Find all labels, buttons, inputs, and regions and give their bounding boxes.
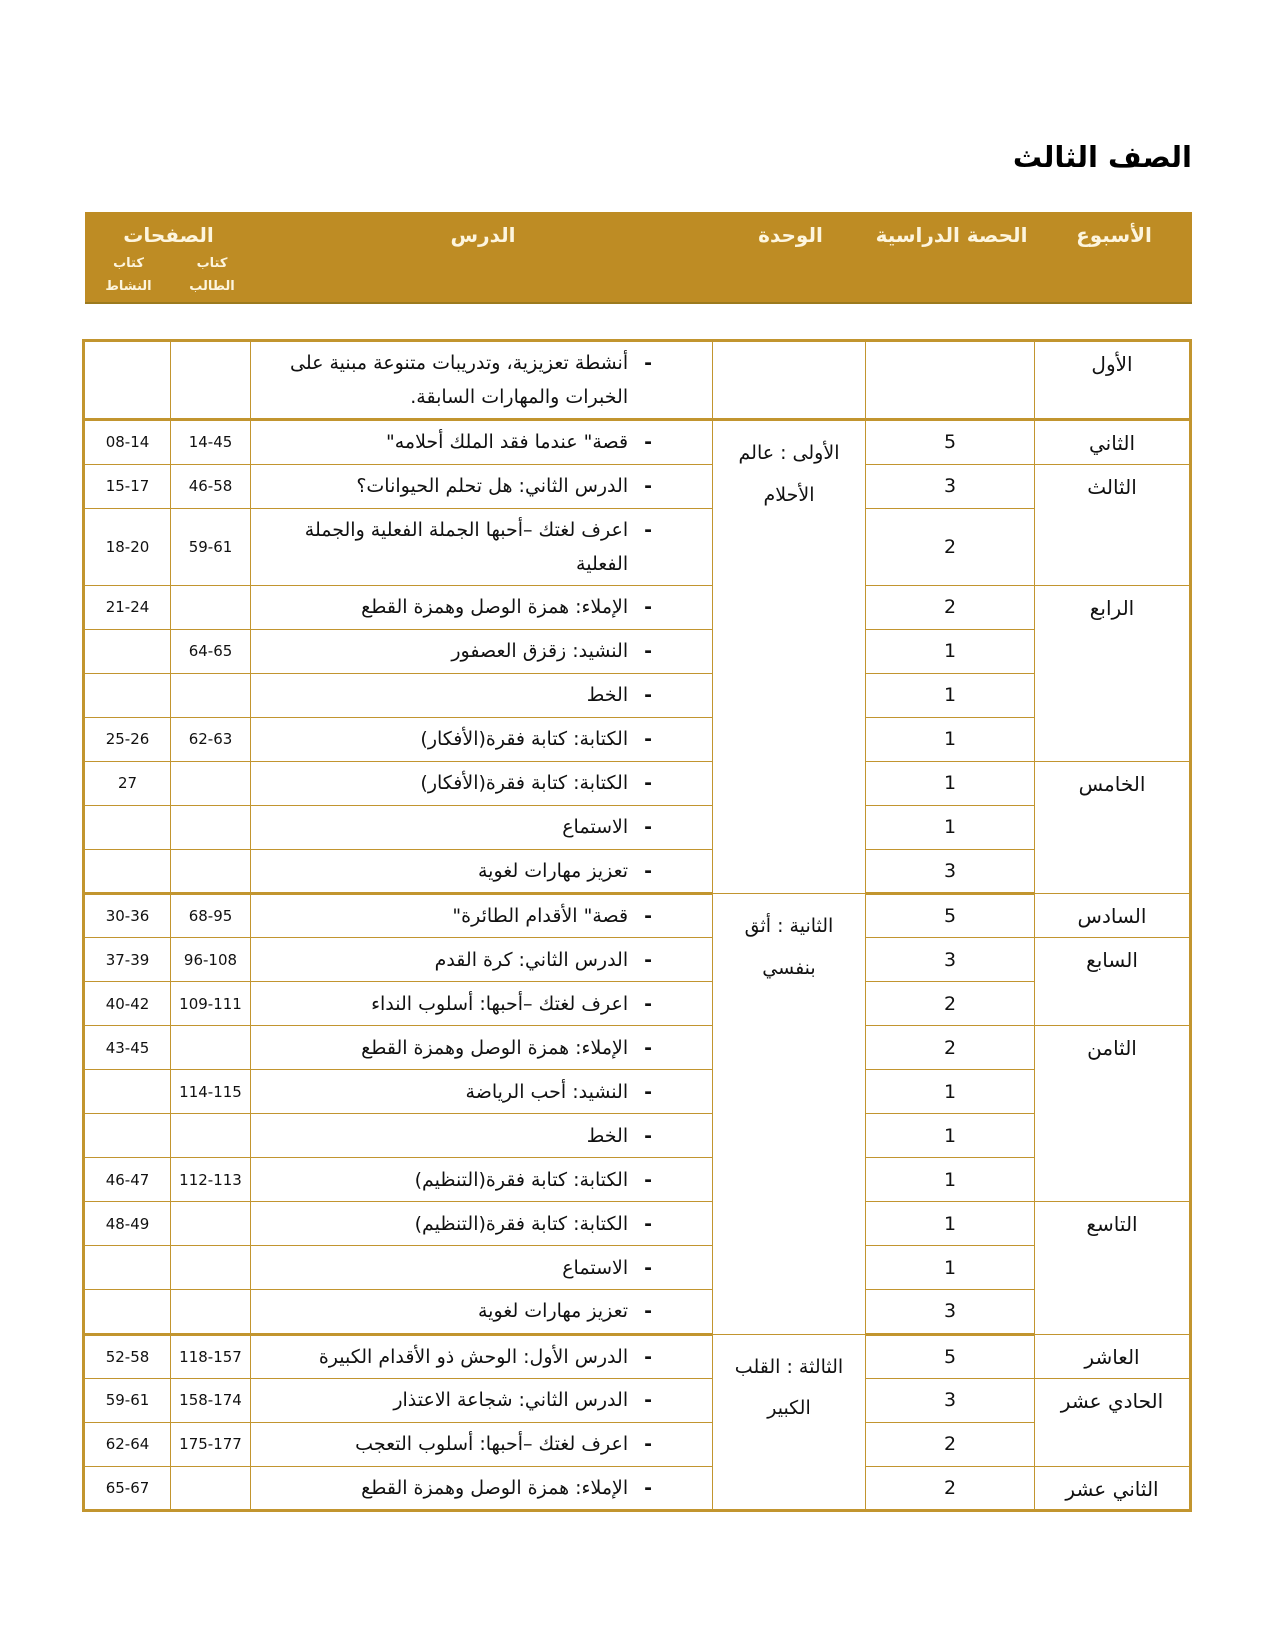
lesson-text: الدرس الثاني: هل تحلم الحيوانات؟ [356, 474, 629, 497]
activity-pages-cell [84, 1290, 171, 1334]
session-cell: 3 [866, 464, 1035, 508]
lesson-content [251, 590, 712, 624]
lesson-text: قصة" الأقدام الطائرة" [452, 905, 629, 928]
table-row [84, 673, 1191, 717]
lesson-content [251, 987, 712, 1021]
bullet-dash: - [644, 1212, 652, 1235]
lesson-text: الاستماع [562, 1256, 629, 1279]
week-cell: الأول [1035, 341, 1191, 420]
student-pages-cell [171, 1290, 251, 1334]
activity-pages-cell [84, 849, 171, 893]
bullet-dash: - [644, 1036, 652, 1059]
student-pages-cell: 175-177 [171, 1422, 251, 1466]
student-pages-cell [171, 805, 251, 849]
week-cell: الحادي عشر [1035, 1378, 1191, 1466]
bullet-dash: - [644, 728, 652, 751]
student-pages-cell [171, 1202, 251, 1246]
lesson-text: الإملاء: همزة الوصل وهمزة القطع [361, 1476, 629, 1499]
student-pages-cell: 158-174 [171, 1378, 251, 1422]
lesson-cell [251, 585, 713, 629]
lesson-content [251, 854, 712, 888]
lesson-content [251, 1251, 712, 1285]
header-week [1036, 212, 1192, 302]
week-cell: الثالث [1035, 464, 1191, 585]
session-cell: 1 [866, 673, 1035, 717]
lesson-cell [251, 1158, 713, 1202]
activity-pages-cell [84, 1070, 171, 1114]
lesson-content [251, 1119, 712, 1153]
table-row [84, 341, 1191, 420]
header-pages-subcolumns [85, 253, 252, 299]
lesson-cell [251, 1466, 713, 1510]
lesson-cell [251, 1202, 713, 1246]
table-row [84, 629, 1191, 673]
student-pages-cell [171, 673, 251, 717]
lesson-content [251, 1427, 712, 1461]
lesson-content [251, 1075, 712, 1109]
lesson-content [251, 678, 712, 712]
student-pages-cell: 14-45 [171, 420, 251, 464]
table-row [84, 1070, 1191, 1114]
lesson-text: الكتابة: كتابة فقرة(الأفكار) [420, 772, 629, 795]
header-unit-label: الوحدة [758, 223, 823, 247]
bullet-dash: - [644, 640, 652, 663]
header-activity-book [85, 253, 172, 299]
lesson-text: الخط [586, 684, 629, 707]
table-row [84, 894, 1191, 938]
activity-pages-cell: 21-24 [84, 585, 171, 629]
lesson-cell [251, 673, 713, 717]
lesson-text: تعزيز مهارات لغوية [478, 1300, 629, 1323]
activity-pages-cell: 52-58 [84, 1334, 171, 1378]
student-pages-cell: 114-115 [171, 1070, 251, 1114]
student-pages-cell [171, 761, 251, 805]
lesson-cell [251, 982, 713, 1026]
week-cell: السابع [1035, 938, 1191, 1026]
table-row [84, 982, 1191, 1026]
bullet-dash: - [644, 772, 652, 795]
week-cell: التاسع [1035, 1202, 1191, 1334]
session-cell: 3 [866, 849, 1035, 893]
header-student-book [172, 253, 252, 299]
lesson-text: الدرس الأول: الوحش ذو الأقدام الكبيرة [318, 1345, 629, 1368]
week-cell: الخامس [1035, 761, 1191, 893]
activity-pages-cell: 65-67 [84, 1466, 171, 1510]
table-row [84, 1026, 1191, 1070]
lesson-content [251, 1207, 712, 1241]
table-row [84, 761, 1191, 805]
activity-pages-cell [84, 629, 171, 673]
bullet-dash: - [644, 474, 652, 497]
bullet-dash: - [644, 859, 652, 882]
student-pages-cell [171, 1246, 251, 1290]
session-cell: 1 [866, 1070, 1035, 1114]
activity-pages-cell [84, 1114, 171, 1158]
table-row [84, 1202, 1191, 1246]
week-cell: السادس [1035, 894, 1191, 938]
student-pages-cell [171, 341, 251, 420]
bullet-dash: - [644, 1345, 652, 1368]
lesson-content [251, 1340, 712, 1374]
bullet-dash: - [644, 992, 652, 1015]
week-cell: الثاني [1035, 420, 1191, 464]
table-row [84, 1114, 1191, 1158]
session-cell [866, 341, 1035, 420]
lesson-content [251, 1383, 712, 1417]
lesson-cell [251, 761, 713, 805]
lesson-cell [251, 420, 713, 464]
student-pages-cell [171, 585, 251, 629]
lesson-text: أنشطة تعزيزية، وتدريبات متنوعة مبنية على الخبرات والمهارات السابقة. [289, 352, 629, 409]
header-session-label: الحصة الدراسية [875, 223, 1028, 247]
week-cell: الرابع [1035, 585, 1191, 761]
lesson-text: اعرف لغتك –أحبها الجملة الفعلية والجملة الفعلية [304, 518, 629, 575]
session-cell: 1 [866, 1114, 1035, 1158]
unit-cell [713, 341, 866, 420]
lesson-content [251, 346, 712, 414]
lesson-cell [251, 1070, 713, 1114]
lesson-cell [251, 805, 713, 849]
activity-pages-cell: 30-36 [84, 894, 171, 938]
lesson-text: اعرف لغتك –أحبها: أسلوب التعجب [355, 1433, 629, 1456]
lesson-cell [251, 629, 713, 673]
student-pages-cell [171, 849, 251, 893]
header-pages [85, 212, 252, 302]
header-unit [714, 212, 867, 302]
session-cell: 1 [866, 1202, 1035, 1246]
session-cell: 1 [866, 1246, 1035, 1290]
activity-pages-cell [84, 805, 171, 849]
header-pages-label: الصفحات [123, 223, 214, 247]
bullet-dash: - [644, 905, 652, 928]
unit-cell: الثانية : أثق بنفسي [713, 894, 866, 1334]
activity-pages-cell [84, 341, 171, 420]
header-session [867, 212, 1036, 302]
table-row [84, 508, 1191, 585]
lesson-content [251, 425, 712, 459]
bullet-dash: - [644, 1433, 652, 1456]
lesson-cell [251, 1378, 713, 1422]
lesson-text: الإملاء: همزة الوصل وهمزة القطع [361, 596, 629, 619]
lesson-content [251, 1294, 712, 1328]
session-cell: 5 [866, 420, 1035, 464]
student-pages-cell: 59-61 [171, 508, 251, 585]
lesson-text: الإملاء: همزة الوصل وهمزة القطع [361, 1036, 629, 1059]
activity-pages-cell: 48-49 [84, 1202, 171, 1246]
lesson-text: الاستماع [562, 816, 629, 839]
bullet-dash: - [644, 1476, 652, 1499]
lesson-text: الكتابة: كتابة فقرة(التنظيم) [414, 1212, 629, 1235]
lesson-text: النشيد: أحب الرياضة [465, 1080, 629, 1103]
table-body [84, 341, 1191, 1511]
table-header-band [85, 212, 1192, 304]
bullet-dash: - [644, 1300, 652, 1323]
bullet-dash: - [644, 1389, 652, 1412]
activity-pages-cell: 08-14 [84, 420, 171, 464]
lesson-cell [251, 717, 713, 761]
lesson-cell [251, 464, 713, 508]
activity-pages-cell: 15-17 [84, 464, 171, 508]
bullet-dash: - [644, 1124, 652, 1147]
bullet-dash: - [644, 1256, 652, 1279]
table-row [84, 717, 1191, 761]
unit-cell: الثالثة : القلب الكبير [713, 1334, 866, 1510]
header-lesson [252, 212, 714, 302]
session-cell: 1 [866, 629, 1035, 673]
session-cell: 2 [866, 585, 1035, 629]
lesson-cell [251, 849, 713, 893]
header-week-label: الأسبوع [1076, 223, 1152, 247]
lesson-text: الخط [586, 1124, 629, 1147]
student-pages-cell: 112-113 [171, 1158, 251, 1202]
student-pages-cell: 109-111 [171, 982, 251, 1026]
student-pages-cell: 68-95 [171, 894, 251, 938]
session-cell: 2 [866, 508, 1035, 585]
table-row [84, 849, 1191, 893]
lesson-cell [251, 1334, 713, 1378]
lesson-content [251, 810, 712, 844]
table-row [84, 464, 1191, 508]
lesson-cell [251, 1026, 713, 1070]
bullet-dash: - [644, 352, 652, 374]
table-row [84, 585, 1191, 629]
session-cell: 2 [866, 1466, 1035, 1510]
student-pages-cell [171, 1026, 251, 1070]
bullet-dash: - [644, 1080, 652, 1103]
lesson-text: الدرس الثاني: شجاعة الاعتذار [393, 1389, 629, 1412]
curriculum-table [82, 339, 1192, 1512]
table-row [84, 1378, 1191, 1422]
table-row [84, 1158, 1191, 1202]
student-pages-cell: 64-65 [171, 629, 251, 673]
lesson-cell [251, 341, 713, 420]
lesson-content [251, 766, 712, 800]
activity-pages-cell [84, 673, 171, 717]
lesson-cell [251, 508, 713, 585]
lesson-cell [251, 894, 713, 938]
week-cell: الثامن [1035, 1026, 1191, 1202]
activity-pages-cell: 37-39 [84, 938, 171, 982]
activity-pages-cell: 62-64 [84, 1422, 171, 1466]
lesson-content [251, 943, 712, 977]
table-row [84, 1290, 1191, 1334]
table-row [84, 805, 1191, 849]
lesson-content [251, 634, 712, 668]
lesson-content [251, 722, 712, 756]
week-cell: العاشر [1035, 1334, 1191, 1378]
activity-pages-cell: 59-61 [84, 1378, 171, 1422]
bullet-dash: - [644, 684, 652, 707]
activity-pages-cell: 40-42 [84, 982, 171, 1026]
session-cell: 5 [866, 1334, 1035, 1378]
lesson-cell [251, 1114, 713, 1158]
session-cell: 1 [866, 805, 1035, 849]
lesson-text: قصة" عندما فقد الملك أحلامه" [385, 431, 629, 454]
student-pages-cell: 118-157 [171, 1334, 251, 1378]
activity-pages-cell: 27 [84, 761, 171, 805]
student-pages-cell: 46-58 [171, 464, 251, 508]
table-row [84, 938, 1191, 982]
week-cell: الثاني عشر [1035, 1466, 1191, 1510]
lesson-content [251, 1031, 712, 1065]
lesson-content [251, 1163, 712, 1197]
lesson-cell [251, 1290, 713, 1334]
lesson-cell [251, 1246, 713, 1290]
table-row [84, 420, 1191, 464]
table-row [84, 1422, 1191, 1466]
lesson-text: الكتابة: كتابة فقرة(التنظيم) [414, 1168, 629, 1191]
student-pages-cell [171, 1466, 251, 1510]
student-pages-cell [171, 1114, 251, 1158]
bullet-dash: - [644, 431, 652, 454]
unit-cell: الأولى : عالم الأحلام [713, 420, 866, 894]
session-cell: 2 [866, 982, 1035, 1026]
bullet-dash: - [644, 1168, 652, 1191]
table-row [84, 1466, 1191, 1510]
lesson-content [251, 513, 712, 581]
bullet-dash: - [644, 518, 652, 541]
bullet-dash: - [644, 816, 652, 839]
session-cell: 3 [866, 1290, 1035, 1334]
lesson-content [251, 899, 712, 933]
table-row [84, 1246, 1191, 1290]
activity-pages-cell: 25-26 [84, 717, 171, 761]
lesson-text: الكتابة: كتابة فقرة(الأفكار) [420, 728, 629, 751]
lesson-content [251, 469, 712, 503]
session-cell: 5 [866, 894, 1035, 938]
lesson-text: اعرف لغتك –أحبها: أسلوب النداء [371, 992, 629, 1015]
session-cell: 3 [866, 938, 1035, 982]
session-cell: 1 [866, 761, 1035, 805]
activity-pages-cell: 43-45 [84, 1026, 171, 1070]
lesson-cell [251, 1422, 713, 1466]
lesson-text: تعزيز مهارات لغوية [478, 859, 629, 882]
student-pages-cell: 96-108 [171, 938, 251, 982]
activity-pages-cell: 46-47 [84, 1158, 171, 1202]
session-cell: 2 [866, 1026, 1035, 1070]
lesson-text: النشيد: زقزق العصفور [451, 640, 629, 663]
session-cell: 1 [866, 1158, 1035, 1202]
bullet-dash: - [644, 596, 652, 619]
table-row [84, 1334, 1191, 1378]
header-student-book-label: كتاب الطالب [189, 256, 235, 294]
lesson-text: الدرس الثاني: كرة القدم [434, 948, 629, 971]
activity-pages-cell [84, 1246, 171, 1290]
activity-pages-cell: 18-20 [84, 508, 171, 585]
page-title: الصف الثالث [1012, 140, 1192, 174]
session-cell: 3 [866, 1378, 1035, 1422]
lesson-cell [251, 938, 713, 982]
header-activity-book-label: كتاب النشاط [105, 256, 152, 294]
lesson-content [251, 1471, 712, 1505]
student-pages-cell: 62-63 [171, 717, 251, 761]
session-cell: 2 [866, 1422, 1035, 1466]
header-lesson-label: الدرس [450, 223, 516, 247]
bullet-dash: - [644, 948, 652, 971]
session-cell: 1 [866, 717, 1035, 761]
